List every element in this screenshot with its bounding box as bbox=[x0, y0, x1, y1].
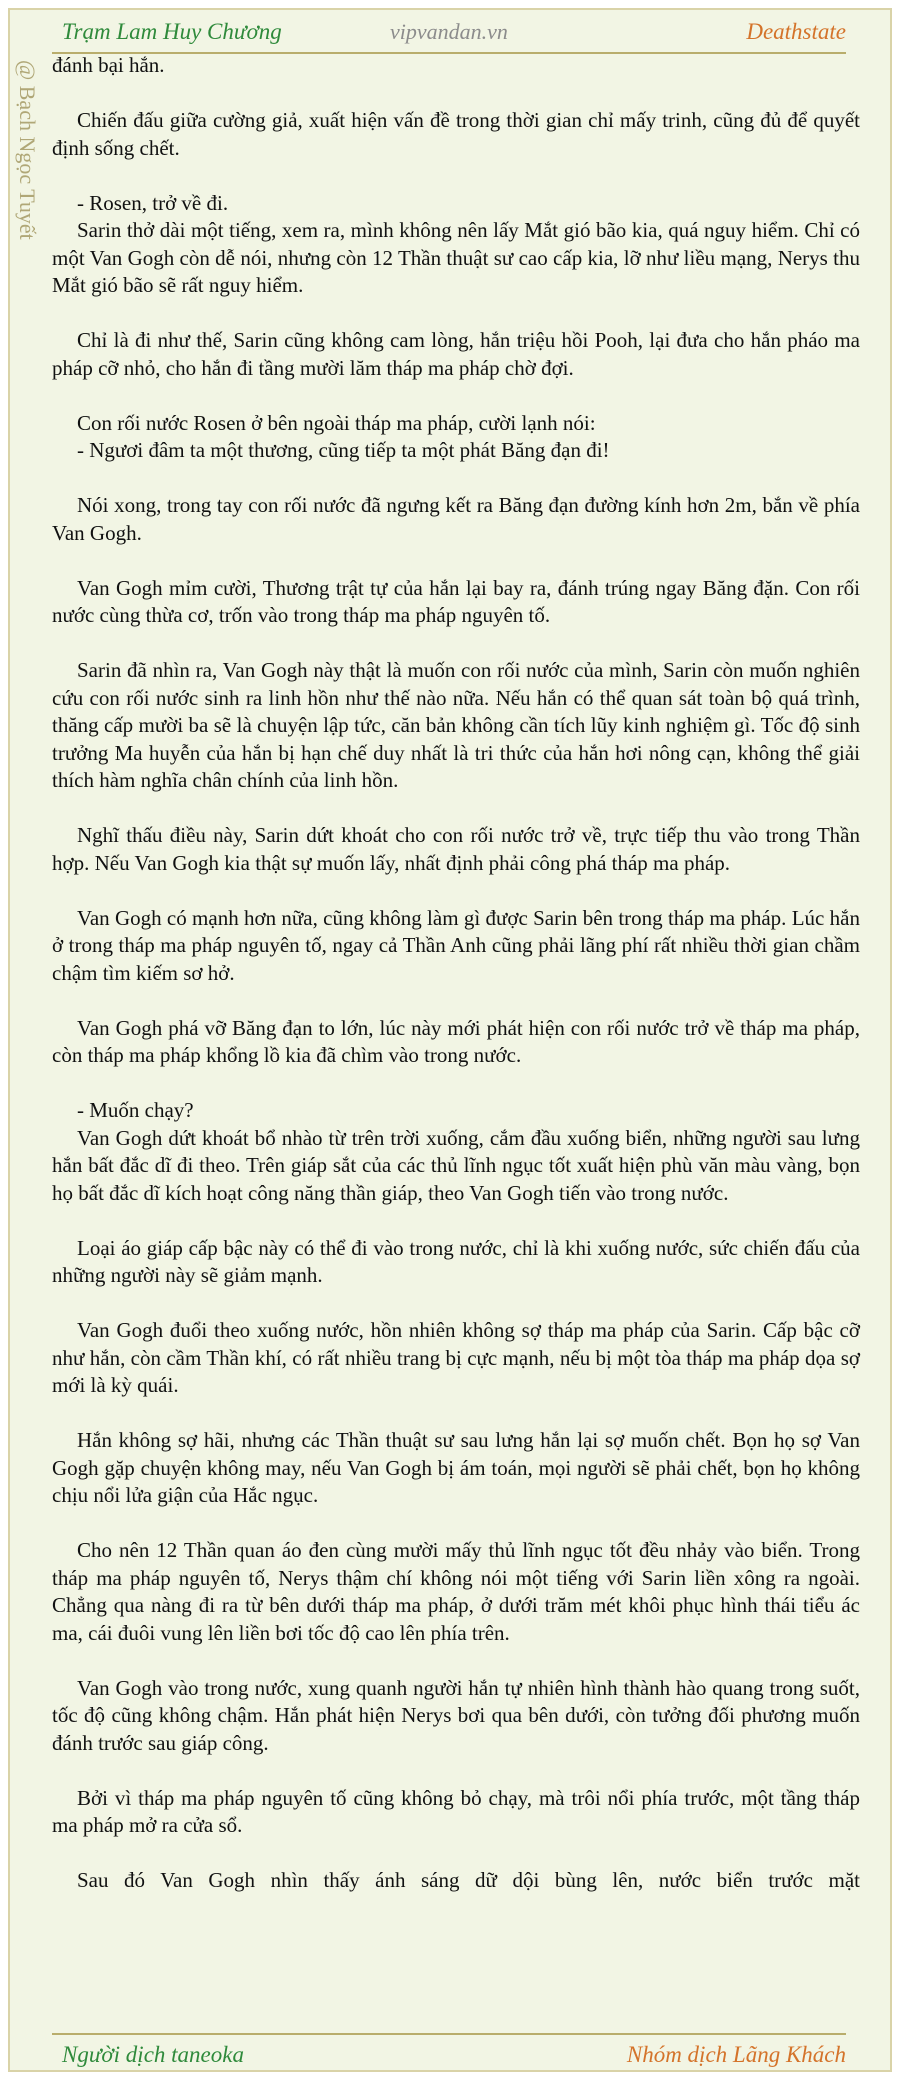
paragraph: Van Gogh vào trong nước, xung quanh người hắn tự nhiên hình thành hào quang trong suốt, tốc độ cũng không chậm. Hắn phát hiện Nerys bơi qua bên dưới, còn tưởng đối phương muốn đánh trước sau giáp công. bbox=[52, 1675, 860, 1755]
page-header bbox=[52, 12, 846, 54]
paragraph: đánh bại hắn. bbox=[52, 53, 165, 77]
header-book-title: Deathstate bbox=[746, 19, 846, 44]
footer-group: Nhóm dịch Lãng Khách bbox=[626, 2042, 846, 2067]
chapter-text bbox=[52, 52, 860, 1895]
paragraph: Hắn không sợ hãi, nhưng các Thần thuật sư sau lưng hắn lại sợ muốn chết. Bọn họ sợ Van Gogh gặp chuyện không may, nếu Van Gogh bị ám toán, mọi người sẽ phải chết, bọn họ không chịu nổi lửa giận của Hắc ngục. bbox=[52, 1428, 860, 1507]
header-site-name: Trạm Lam Huy Chương bbox=[62, 19, 282, 44]
paragraph: Sau đó Van Gogh nhìn thấy ánh sáng dữ dội bùng lên, nước biển trước mặt bbox=[77, 1868, 860, 1892]
paragraph: - Rosen, trở về đi. bbox=[77, 190, 229, 215]
paragraph: - Muốn chạy? bbox=[77, 1098, 194, 1122]
paragraph: - Ngươi đâm ta một thương, cũng tiếp ta một phát Băng đạn đi! bbox=[77, 438, 610, 462]
paragraph: Nghĩ thấu điều này, Sarin dứt khoát cho con rối nước trở về, trực tiếp thu vào trong Thần hợp. Nếu Van Gogh kia thật sự muốn lấy, nhất định phải công phá tháp ma pháp. bbox=[52, 823, 860, 875]
paragraph: Cho nên 12 Thần quan áo đen cùng mười mấy thủ lĩnh ngục tốt đều nhảy vào biển. Trong tháp ma pháp nguyên tố, Nerys thậm chí không nói một tiếng với Sarin liền xông ra ngoài. Chẳng qua nàng đi ra từ bên dưới tháp ma pháp, ở dưới trăm mét khôi phục hình thái tiểu ác ma, cái đuôi vung lên liền bơi tốc độ cao lên phía trên. bbox=[52, 1538, 860, 1645]
paragraph: Nói xong, trong tay con rối nước đã ngưng kết ra Băng đạn đường kính hơn 2m, bắn về phía Van Gogh. bbox=[52, 493, 860, 545]
header-url: vipvandan.vn bbox=[390, 19, 508, 44]
paragraph: Loại áo giáp cấp bậc này có thể đi vào trong nước, chỉ là khi xuống nước, sức chiến đấu của những người này sẽ giảm mạnh. bbox=[52, 1235, 860, 1287]
paragraph: Bởi vì tháp ma pháp nguyên tố cũng không bỏ chạy, mà trôi nổi phía trước, một tầng tháp ma pháp mở ra cửa sổ. bbox=[52, 1785, 860, 1837]
paragraph: Con rối nước Rosen ở bên ngoài tháp ma pháp, cười lạnh nói: bbox=[77, 410, 596, 435]
paragraph: Van Gogh dứt khoát bổ nhào từ trên trời xuống, cắm đầu xuống biển, những người sau lưng hắn bất đắc dĩ đi theo. Trên giáp sắt của các thủ lĩnh ngục tốt xuất hiện phù văn màu vàng, bọn họ bất đắc dĩ kích hoạt công năng thần giáp, theo Van Gogh tiến vào trong nước. bbox=[52, 1125, 860, 1205]
watermark-text: @ Bạch Ngọc Tuyết bbox=[15, 60, 40, 240]
page-footer bbox=[52, 2033, 846, 2075]
footer-translator: Người dịch taneoka bbox=[62, 2042, 244, 2067]
paragraph: Chiến đấu giữa cường giả, xuất hiện vấn đề trong thời gian chỉ mấy trinh, cũng đủ để quyết định sống chết. bbox=[52, 108, 860, 160]
paragraph: Chỉ là đi như thế, Sarin cũng không cam lòng, hắn triệu hồi Pooh, lại đưa cho hắn pháo ma pháp cỡ nhỏ, cho hắn đi tầng mười lăm tháp ma pháp chờ đợi. bbox=[52, 328, 860, 380]
paragraph: Van Gogh mỉm cười, Thương trật tự của hắn lại bay ra, đánh trúng ngay Băng đặn. Con rối nước cùng thừa cơ, trốn vào trong tháp ma pháp nguyên tố. bbox=[52, 575, 860, 627]
page bbox=[8, 8, 892, 2072]
paragraph: Van Gogh đuổi theo xuống nước, hồn nhiên không sợ tháp ma pháp của Sarin. Cấp bậc cỡ như hắn, còn cầm Thần khí, có rất nhiều trang bị cực mạnh, nếu bị một tòa tháp ma pháp dọa sợ mới là kỳ quái. bbox=[52, 1318, 860, 1397]
paragraph: Van Gogh có mạnh hơn nữa, cũng không làm gì được Sarin bên trong tháp ma pháp. Lúc hắn ở trong tháp ma pháp nguyên tố, ngay cả Thần Anh cũng phải lãng phí rất nhiều thời gian chầm chậm tìm kiếm sơ hở. bbox=[52, 905, 860, 985]
sidebar-watermark bbox=[10, 52, 46, 352]
paragraph: Van Gogh phá vỡ Băng đạn to lớn, lúc này mới phát hiện con rối nước trở về tháp ma pháp, còn tháp ma pháp khổng lồ kia đã chìm vào trong nước. bbox=[52, 1015, 860, 1067]
paragraph: Sarin đã nhìn ra, Van Gogh này thật là muốn con rối nước của mình, Sarin còn muốn nghiên cứu con rối nước sinh ra linh hồn như thế nào nữa. Nếu hắn có thể quan sát toàn bộ quá trình, thăng cấp mười ba sẽ là chuyện lập tức, căn bản không cần tích lũy kinh nghiệm gì. Tốc độ sinh trưởng Ma huyễn của hắn bị hạn chế duy nhất là tri thức của hắn hơi nông cạn, không thể giải thích hàm nghĩa chân chính của linh hồn. bbox=[52, 658, 860, 792]
paragraph: Sarin thở dài một tiếng, xem ra, mình không nên lấy Mắt gió bão kia, quá nguy hiểm. Chỉ có một Van Gogh còn dễ nói, nhưng còn 12 Thần thuật sư cao cấp kia, lỡ như liều mạng, Nerys thu Mắt gió bão sẽ rất nguy hiểm. bbox=[52, 218, 860, 297]
